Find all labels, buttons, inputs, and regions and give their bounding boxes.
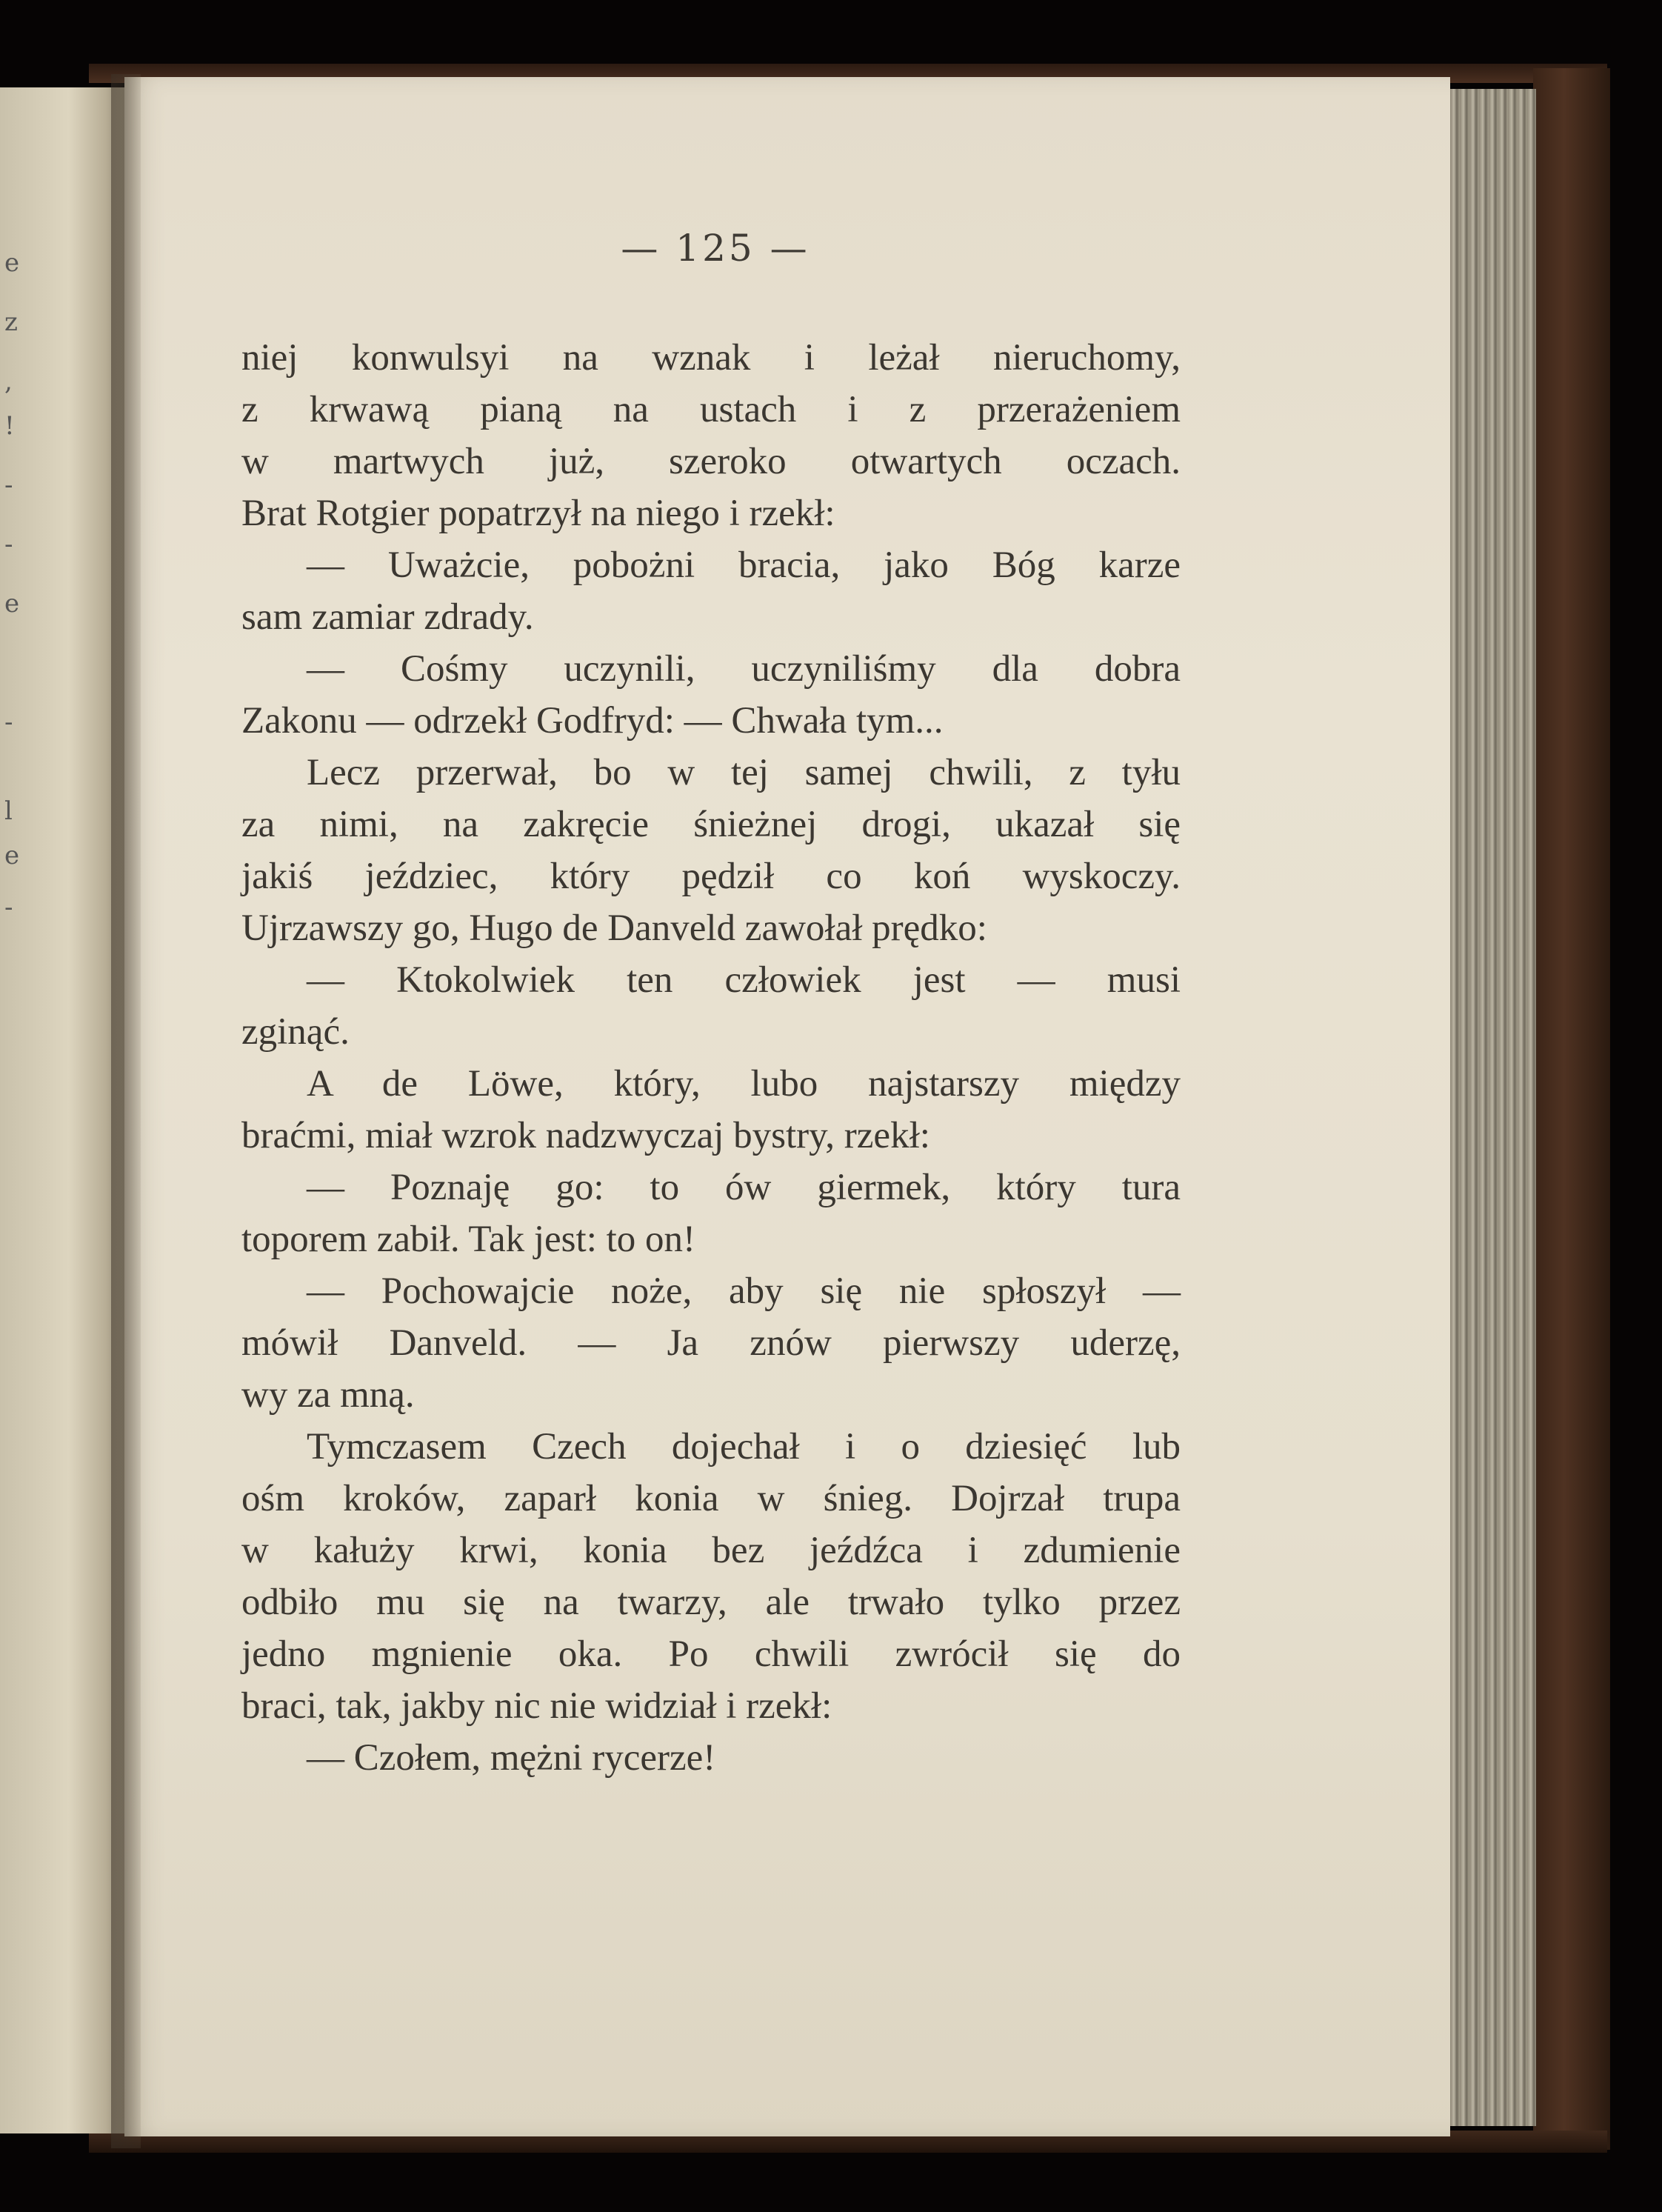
book-cover-spine-edge: [1533, 68, 1610, 2150]
text-line: za nimi, na zakręcie śnieżnej drogi, ukazał się: [241, 804, 1181, 845]
text-line: zginąć.: [241, 1011, 350, 1053]
text-line: braci, tak, jakby nic nie widział i rzekł:: [241, 1685, 832, 1727]
text-line: — Cośmy uczynili, uczyniliśmy dla dobra: [307, 648, 1181, 690]
left-page-edge-glyph: -: [4, 530, 13, 559]
text-line: w martwych już, szeroko otwartych oczach.: [241, 441, 1181, 482]
text-line: sam zamiar zdrady.: [241, 596, 534, 638]
left-page-edge-glyph: -: [4, 893, 13, 922]
text-line: — Czołem, mężni rycerze!: [307, 1737, 716, 1779]
left-page-edge-glyph: e: [4, 841, 20, 870]
page-stack-fore-edge: [1450, 89, 1536, 2126]
left-page-edge-glyph: !: [4, 411, 15, 441]
text-line: — Uważcie, pobożni bracia, jako Bóg karze: [307, 544, 1181, 586]
page-text-block: [241, 332, 1181, 1784]
left-page-edge-text: [0, 87, 30, 2133]
page-number: — 125 —: [621, 227, 810, 270]
text-line: Tymczasem Czech dojechał i o dziesięć lub: [307, 1426, 1181, 1468]
text-line: toporem zabił. Tak jest: to on!: [241, 1219, 696, 1260]
text-line: niej konwulsyi na wznak i leżał nieruchomy,: [241, 337, 1181, 379]
left-page-edge-glyph: -: [4, 707, 13, 737]
left-page: [0, 87, 124, 2133]
text-line: jedno mgnienie oka. Po chwili zwrócił się do: [241, 1633, 1181, 1675]
text-line: — Poznaję go: to ów giermek, który tura: [307, 1167, 1181, 1208]
text-line: wy za mną.: [241, 1374, 415, 1416]
text-line: Brat Rotgier popatrzył na niego i rzekł:: [241, 493, 835, 534]
text-line: — Ktokolwiek ten człowiek jest — musi: [307, 959, 1181, 1001]
text-line: A de Löwe, który, lubo najstarszy między: [307, 1063, 1181, 1105]
left-page-edge-glyph: l: [4, 796, 13, 826]
book-gutter-shadow: [111, 74, 141, 2148]
text-line: w kałuży krwi, konia bez jeźdźca i zdumienie: [241, 1530, 1181, 1571]
text-line: jakiś jeździec, który pędził co koń wyskoczy.: [241, 856, 1181, 897]
text-line: ośm kroków, zaparł konia w śnieg. Dojrzał trupa: [241, 1478, 1181, 1519]
text-line: Zakonu — odrzekł Godfryd: — Chwała tym...: [241, 700, 944, 742]
text-line: z krwawą pianą na ustach i z przerażeniem: [241, 389, 1181, 430]
text-line: — Pochowajcie noże, aby się nie spłoszył —: [307, 1270, 1181, 1312]
text-line: odbiło mu się na twarzy, ale trwało tylko przez: [241, 1582, 1181, 1623]
text-line: Ujrzawszy go, Hugo de Danveld zawołał prędko:: [241, 907, 987, 949]
left-page-edge-glyph: -: [4, 470, 13, 500]
left-page-edge-glyph: ,: [4, 367, 13, 396]
left-page-edge-glyph: e: [4, 248, 20, 278]
left-page-edge-glyph: z: [4, 307, 18, 337]
text-line: mówił Danveld. — Ja znów pierwszy uderzę,: [241, 1322, 1181, 1364]
text-line: braćmi, miał wzrok nadzwyczaj bystry, rzekł:: [241, 1115, 930, 1156]
text-line: Lecz przerwał, bo w tej samej chwili, z tyłu: [307, 752, 1181, 793]
left-page-edge-glyph: e: [4, 589, 20, 619]
